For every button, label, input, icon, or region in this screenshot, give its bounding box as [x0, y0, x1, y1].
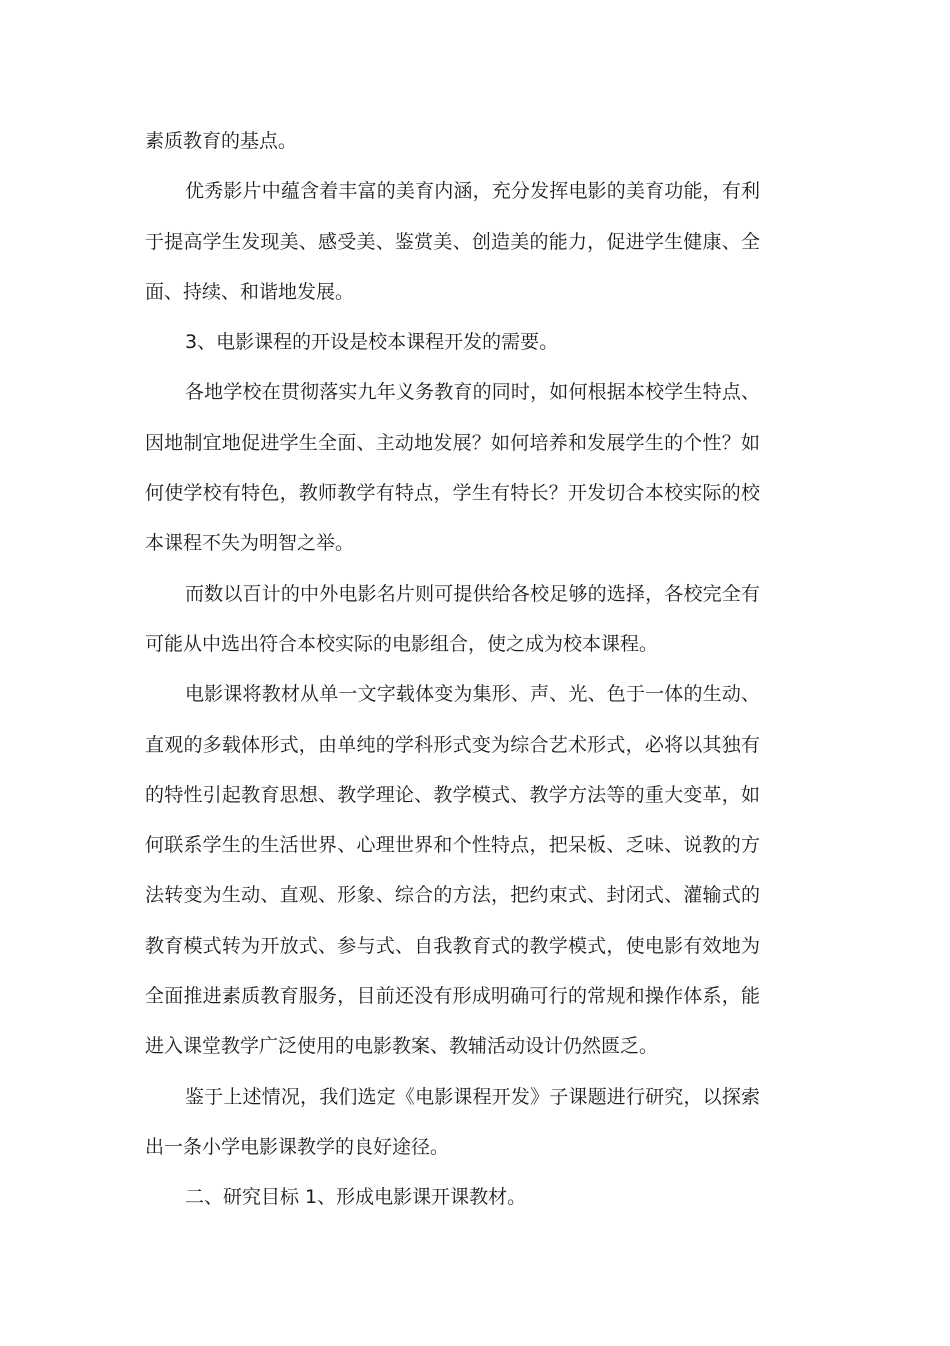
text-line: 何使学校有特色，教师教学有特点，学生有特长？开发切合本校实际的校 — [145, 482, 760, 505]
text-line: 因地制宜地促进学生全面、主动地发展？如何培养和发展学生的个性？如 — [145, 431, 760, 454]
body-text — [145, 121, 760, 1228]
text-line: 素质教育的基点。 — [145, 130, 298, 152]
text-line: 直观的多载体形式，由单纯的学科形式变为综合艺术形式，必将以其独有 — [145, 733, 760, 756]
text-line: 面、持续、和谐地发展。 — [145, 280, 355, 303]
text-line: 鉴于上述情况，我们选定《电影课程开发》子课题进行研究，以探索 — [185, 1085, 760, 1108]
text-line: 而数以百计的中外电影名片则可提供给各校足够的选择，各校完全有 — [185, 582, 760, 605]
text-line: 优秀影片中蕴含着丰富的美育内涵，充分发挥电影的美育功能，有利 — [185, 180, 760, 203]
text-line: 于提高学生发现美、感受美、鉴赏美、创造美的能力，促进学生健康、全 — [145, 230, 760, 253]
section-heading: 二、研究目标 1、形成电影课开课教材。 — [185, 1186, 527, 1209]
text-line: 教育模式转为开放式、参与式、自我教育式的教学模式，使电影有效地为 — [145, 934, 760, 957]
text-line: 本课程不失为明智之举。 — [145, 532, 355, 555]
text-line: 可能从中选出符合本校实际的电影组合，使之成为校本课程。 — [145, 632, 659, 655]
text-line: 进入课堂教学广泛使用的电影教案、教辅活动设计仍然匮乏。 — [145, 1035, 659, 1058]
text-line: 法转变为生动、直观、形象、综合的方法，把约束式、封闭式、灌输式的 — [145, 884, 760, 907]
text-line: 的特性引起教育思想、教学理论、教学模式、教学方法等的重大变革，如 — [145, 783, 760, 806]
text-line: 电影课将教材从单一文字载体变为集形、声、光、色于一体的生动、 — [185, 683, 760, 706]
text-line: 全面推进素质教育服务，目前还没有形成明确可行的常规和操作体系，能 — [145, 985, 760, 1008]
text-line: 各地学校在贯彻落实九年义务教育的同时，如何根据本校学生特点、 — [185, 381, 760, 404]
text-line: 何联系学生的生活世界、心理世界和个性特点，把呆板、乏味、说教的方 — [145, 834, 760, 857]
text-line: 出一条小学电影课教学的良好途径。 — [145, 1135, 450, 1158]
section-heading: 3、电影课程的开设是校本课程开发的需要。 — [185, 331, 559, 354]
